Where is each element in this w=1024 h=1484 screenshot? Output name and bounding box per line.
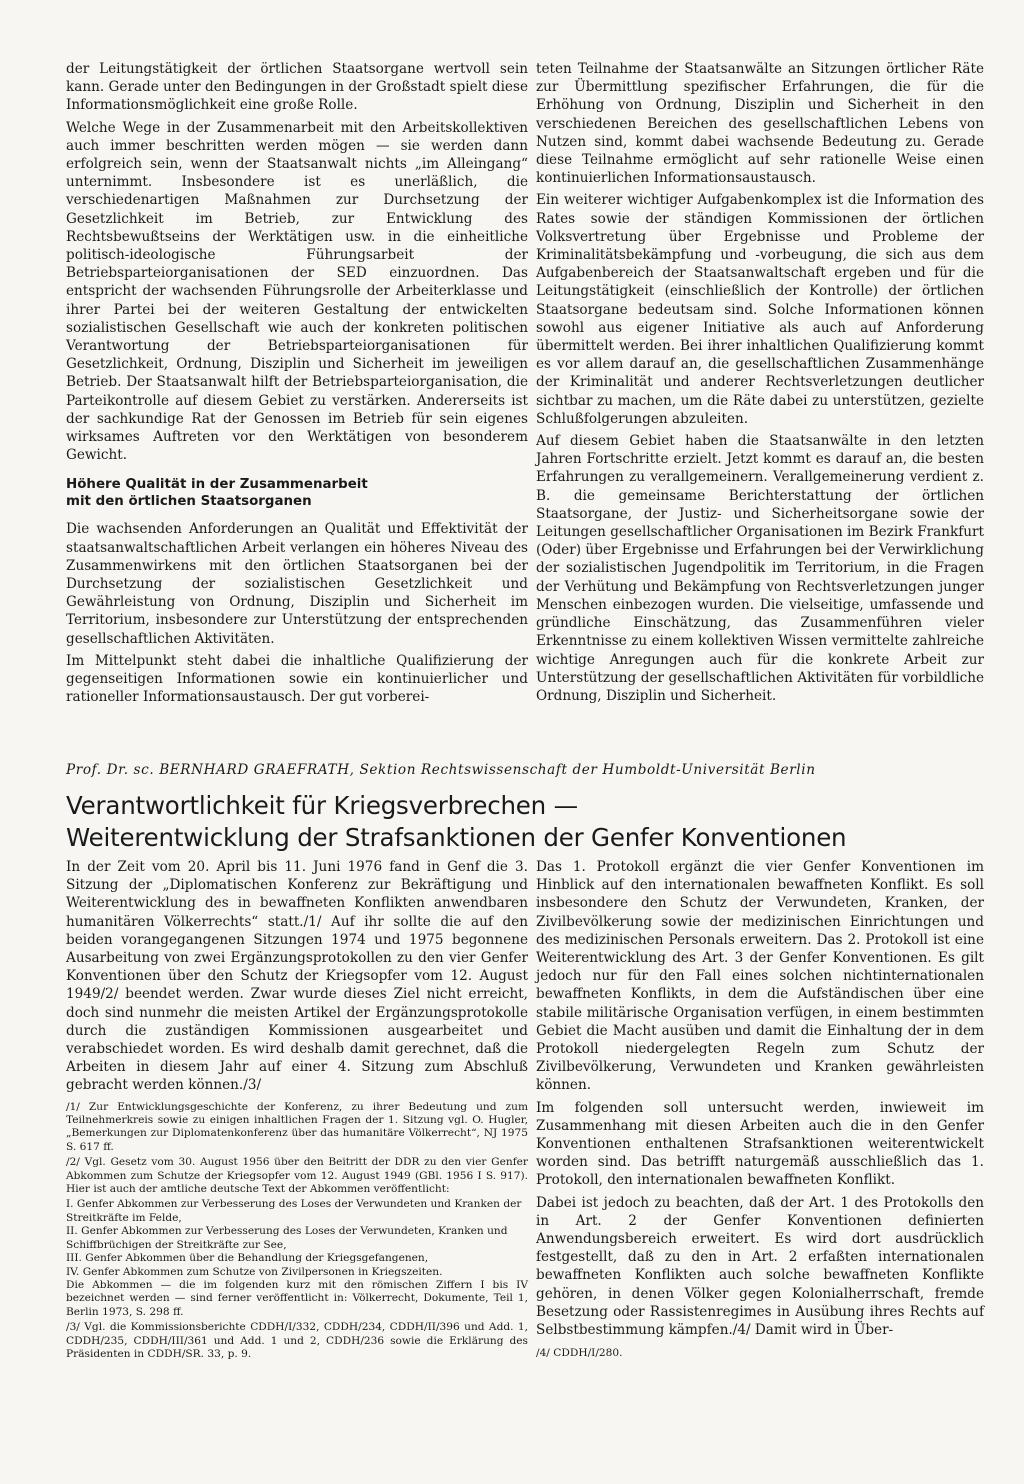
subheading-line: Höhere Qualität in der Zusammenarbeit	[66, 477, 368, 493]
footnote: /1/ Zur Entwicklungsgeschichte der Konferenz, zu ihrer Bedeutung und zum Teilnehmerkreis sowie zu einigen inhaltlichen Fragen der 1. Sitzung vgl. O. Hugler, „Bemerkungen zur Diplomatenkonferenz über das humanitäre Völkerrecht“, NJ 1975 S. 617 ff.	[66, 1100, 528, 1153]
section-subheading	[66, 476, 528, 510]
paragraph: Im folgenden soll untersucht werden, inwieweit im Zusammenhang mit diesen Arbeiten auch die in den Genfer Konventionen enthaltenen Strafsanktionen weiterentwickelt worden sind. Das betrifft naturgemäß ausschließlich das 1. Protokoll, den internationalen bewaffneten Konflikt.	[536, 1099, 984, 1189]
paragraph: Das 1. Protokoll ergänzt die vier Genfer Konventionen im Hinblick auf den internationalen bewaffneten Konflikt. Es soll insbesondere den Schutz der Verwundeten, Kranken, der Zivilbevölkerung sowie der medizinischen Einrichtungen und des medizinischen Personals erweitern. Das 2. Protokoll ist eine Weiterentwicklung des Art. 3 der Genfer Konventionen. Es gilt jedoch nur für den Fall eines solchen nichtinternationalen bewaffneten Konflikts, in dem die Aufständischen über eine stabile militärische Organisation verfügen, in einem bestimmten Gebiet die Macht ausüben und damit die Einhaltung der in dem Protokoll niedergelegten Regeln zum Schutz der Zivilbevölkerung, Verwundeten und Kranken gewährleisten können.	[536, 859, 984, 1094]
footnote: /2/ Vgl. Gesetz vom 30. August 1956 über den Beitritt der DDR zu den vier Genfer Abkommen zum Schutze der Kriegsopfer vom 12. August 1949 (GBl. 1956 I S. 917). Hier ist auch der amtliche deutsche Text der Abkommen veröffentlicht:	[66, 1156, 528, 1196]
paragraph: Ein weiterer wichtiger Aufgabenkomplex ist die Information des Rates sowie der ständigen Kommissionen der örtlichen Volksvertretung über Ergebnisse und Probleme der Kriminalitätsbekämpfung und -vorbeugung, die sich aus dem Aufgabenbereich der Staatsanwaltschaft ergeben und für die Leitungstätigkeit (einschließlich der Kontrolle) der örtlichen Staatsorgane bedeutsam sind. Solche Informationen können sowohl aus eigener Initiative als auch auf Anforderung übermittelt werden. Bei ihrer inhaltlichen Qualifizierung kommt es vor allem darauf an, die gesellschaftlichen Zusammenhänge der Kriminalität und anderer Rechtsverletzungen deutlicher sichtbar zu machen, um die Räte dabei zu unterstützen, gezielte Schlußfolgerungen abzuleiten.	[536, 192, 984, 427]
footnote-list-item: III. Genfer Abkommen über die Behandlung der Kriegsgefangenen,	[66, 1252, 429, 1265]
article-right-column	[536, 858, 984, 1361]
paragraph: teten Teilnahme der Staatsanwälte an Sitzungen örtlicher Räte zur Übermittlung spezifischer Erfahrungen, die für die Erhöhung von Ordnung, Disziplin und Sicherheit in den verschiedenen Bereichen des gesellschaftlichen Lebens von Nutzen sind, kommt dabei wachsende Bedeutung zu. Gerade diese Teilnahme ermöglicht auf sehr rationelle Weise einen kontinuierlichen Informationsaustausch.	[536, 61, 984, 187]
title-line: Verantwortlichkeit für Kriegsverbrechen —	[66, 791, 578, 820]
paragraph: In der Zeit vom 20. April bis 11. Juni 1976 fand in Genf die 3. Sitzung der „Diplomatischen Konferenz zur Bekräftigung und Weiterentwicklung des in bewaffneten Konflikten anwendbaren humanitären Völkerrechts“ statt./1/ Auf ihr sollte die auf den beiden vorangegangenen Sitzungen 1974 und 1975 begonnene Ausarbeitung von zwei Ergänzungsprotokollen zu den vier Genfer Konventionen über den Schutz der Kriegsopfer vom 12. August 1949/2/ beendet werden. Zwar wurde dieses Ziel nicht erreicht, doch sind nunmehr die meisten Artikel der Ergänzungsprotokolle durch die zuständigen Kommissionen ausgearbeitet und verabschiedet worden. Es wird deshalb damit gerechnet, daß die Arbeiten in diesem Jahr auf einer 4. Sitzung zum Abschluß gebracht werden können./3/	[66, 859, 528, 1094]
footnote: Die Abkommen — die im folgenden kurz mit den römischen Ziffern I bis IV bezeichnet werden — sind ferner veröffentlicht in: Völkerrecht, Dokumente, Teil 1, Berlin 1973, S. 298 ff.	[66, 1278, 528, 1318]
top-left-column	[66, 60, 528, 711]
paragraph: Auf diesem Gebiet haben die Staatsanwälte in den letzten Jahren Fortschritte erzielt. Jetzt kommt es darauf an, die besten Erfahrungen zu verallgemeinern. Verallgemeinerung verdient z. B. die gemeinsame Berichterstattung der örtlichen Staatsorgane, der Justiz- und Sicherheitsorgane sowie der Leitungen gesellschaftlicher Organisationen im Bezirk Frankfurt (Oder) über Ergebnisse und Erfahrungen bei der Verwirklichung der sozialistischen Jugendpolitik im Territorium, in die Fragen der Verhütung und Bekämpfung von Rechtsverletzungen junger Menschen einbezogen wurden. Die vielseitige, umfassende und gründliche Einschätzung, das Zusammenführen vieler Erkenntnisse zu einem kollektiven Wissen vermittelte zahlreiche wichtige Anregungen auch für die konkrete Arbeit zur Unterstützung der gesellschaftlichen Aktivitäten für vorbildliche Ordnung, Disziplin und Sicherheit.	[536, 433, 984, 704]
subheading-line: mit den örtlichen Staatsorganen	[66, 494, 312, 510]
title-line: Weiterentwicklung der Strafsanktionen der Genfer Konventionen	[66, 823, 847, 852]
footnote-list-item: IV. Genfer Abkommen zum Schutze von Zivilpersonen in Kriegszeiten.	[66, 1265, 443, 1278]
footnote-list-item: II. Genfer Abkommen zur Verbesserung des Loses der Verwundeten, Kranken und Schiffbrüchigen der Streitkräfte zur See,	[66, 1225, 508, 1251]
paragraph: Die wachsenden Anforderungen an Qualität und Effektivität der staatsanwaltschaftlichen Arbeit verlangen ein höheres Niveau des Zusammenwirkens mit den örtlichen Staatsorganen bei der Durchsetzung der sozialistischen Gesetzlichkeit und Gewährleistung von Ordnung, Disziplin und Sicherheit im Territorium, insbesondere zur Unterstützung der entsprechenden gesellschaftlichen Aktivitäten.	[66, 521, 528, 647]
footnotes	[66, 1101, 528, 1362]
author-byline: Prof. Dr. sc. BERNHARD GRAEFRATH, Sektion Rechtswissenschaft der Humboldt-Universität Berlin	[66, 762, 816, 778]
paragraph: der Leitungstätigkeit der örtlichen Staatsorgane wertvoll sein kann. Gerade unter den Bedingungen in der Großstadt spielt diese Informationsmöglichkeit eine große Rolle.	[66, 61, 528, 114]
article-left-column	[66, 858, 528, 1363]
footnote-list-item: I. Genfer Abkommen zur Verbesserung des Loses der Verwundeten und Kranken der Streitkräfte im Felde,	[66, 1198, 522, 1224]
article-title	[66, 790, 966, 854]
paragraph: Welche Wege in der Zusammenarbeit mit den Arbeitskollektiven auch immer beschritten werden mögen — sie werden dann erfolgreich sein, wenn der Staatsanwalt nichts „im Alleingang“ unternimmt. Insbesondere ist es unerläßlich, die verschiedenartigen Maßnahmen zur Durchsetzung der Gesetzlichkeit im Betrieb, zur Entwicklung des Rechtsbewußtseins der Werktätigen usw. in die einheitliche politisch-ideologische Führungsarbeit der Betriebsparteiorganisationen der SED einzuordnen. Das entspricht der wachsenden Führungsrolle der Arbeiterklasse und ihrer Partei bei der weiteren Gestaltung der entwickelten sozialistischen Gesellschaft wie auch der konkreten politischen Verantwortung der Betriebsparteiorganisationen für Gesetzlichkeit, Ordnung, Disziplin und Sicherheit im jeweiligen Betrieb. Der Staatsanwalt hilft der Betriebsparteiorganisation, die Parteikontrolle auf diesem Gebiet zu verstärken. Andererseits ist der sachkundige Rat der Genossen im Betrieb für sein eigenes wirksames Auftreten vor den Werktätigen von besonderem Gewicht.	[66, 119, 528, 464]
footnote-list	[66, 1198, 528, 1278]
footnote: /3/ Vgl. die Kommissionsberichte CDDH/I/332, CDDH/234, CDDH/II/396 und Add. 1, CDDH/235, CDDH/III/361 und Add. 1 und 2, CDDH/236 sowie die Erklärung des Präsidenten in CDDH/SR. 33, p. 9.	[66, 1321, 528, 1360]
top-right-column	[536, 60, 984, 709]
footnote: /4/ CDDH/I/280.	[536, 1347, 623, 1360]
paragraph: Dabei ist jedoch zu beachten, daß der Art. 1 des Protokolls den in Art. 2 der Genfer Konventionen definierten Anwendungsbereich erweitert. Es wird dort ausdrücklich festgestellt, daß zu den in Art. 2 erfaßten internationalen bewaffneten Konflikten auch solche bewaffneten Konflikte gehören, in denen Völker gegen Kolonialherrschaft, fremde Besetzung oder Rassistenregimes in Ausübung ihres Rechts auf Selbstbestimmung kämpfen./4/ Damit wird in Über-	[536, 1194, 984, 1339]
paragraph: Im Mittelpunkt steht dabei die inhaltliche Qualifizierung der gegenseitigen Informationen sowie ein kontinuierlicher und rationeller Informationsaustausch. Der gut vorberei-	[66, 652, 528, 706]
